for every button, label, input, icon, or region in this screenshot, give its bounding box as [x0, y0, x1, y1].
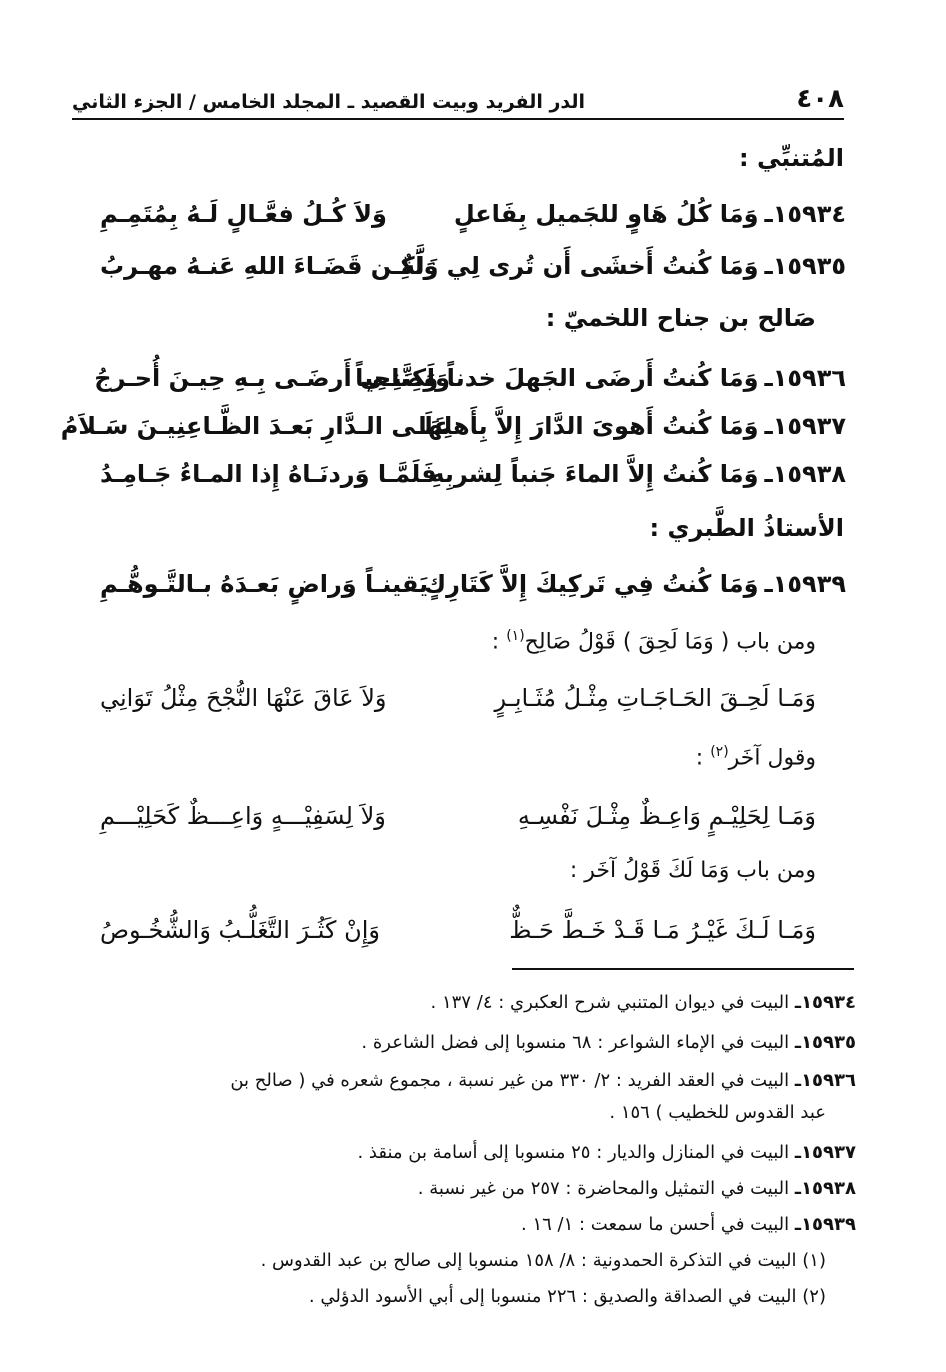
hemistich-text: وَمَا كُلُ هَاوٍ للجَميل بِفَاعلٍ — [453, 200, 759, 228]
footnote-separator — [512, 968, 854, 970]
intro-line-3: ومن باب وَمَا لَكَ قَوْلُ آخَر : — [569, 858, 816, 883]
page-header — [72, 62, 844, 112]
footnote-number: ١٥٩٣٤ـ — [794, 992, 856, 1013]
verse-first-hemistich — [430, 460, 846, 488]
footnote-number: ١٥٩٣٥ـ — [794, 1032, 856, 1053]
verse-15935 — [100, 244, 846, 288]
footnote-text: البيت في ديوان المتنبي شرح العكبري : ٤/ ١٣٧ . — [430, 992, 790, 1013]
verse-first-hemistich: وَمَـا لِحَلِيْـمٍ وَاعِـظٌ مِثْـلَ نَفْسِـهِ — [517, 802, 816, 830]
verse-number: ١٥٩٣٥ـ — [764, 252, 846, 280]
intro-colon: : — [695, 745, 711, 771]
verse-second-hemistich: وَلاَ كُـلُ فعَّـالٍ لَـهُ بِمُتَمِـمِ — [100, 200, 387, 228]
footnote-text: البيت في الصداقة والصديق : ٢٢٦ منسوبا إلى أبي الأسود الدؤلي . — [308, 1286, 797, 1307]
footnote-number: ١٥٩٣٨ـ — [794, 1178, 856, 1199]
verse-15938 — [100, 452, 846, 496]
poet-heading-mutanabbi: المُتنبِّي : — [739, 144, 844, 172]
verse-number: ١٥٩٣٩ـ — [764, 570, 846, 598]
extra-verse-1 — [100, 676, 816, 720]
footnote-number: (١) — [802, 1250, 826, 1271]
footnote-15939 — [84, 1212, 856, 1238]
extra-verse-2 — [100, 794, 816, 838]
intro-colon: : — [491, 629, 507, 655]
footnote-marker: (٢) — [710, 744, 729, 760]
footnote-1 — [84, 1248, 826, 1274]
footnote-text: البيت في التذكرة الحمدونية : ٨/ ١٥٨ منسوبا إلى صالح بن عبد القدوس . — [260, 1250, 797, 1271]
footnote-number: ١٥٩٣٧ـ — [794, 1142, 856, 1163]
verse-second-hemistich: وَلاَ عَاقَ عَنْهَا النُّجْحَ مِثْلُ تَوَانِي — [100, 684, 387, 712]
verse-first-hemistich: وَمَـا لَـكَ غَيْـرُ مَـا قَـدْ خَـطَّ حَـظٌّ — [509, 916, 816, 944]
poet-heading-salih: صَالح بن جناح اللخميّ : — [545, 304, 816, 332]
intro-text: ومن باب ( وَمَا لَحِقَ ) قَوْلُ صَالِح — [524, 629, 816, 655]
verse-second-hemistich: وَلَكِنَّنِـي أَرضَـى بِـهِ حِيـنَ أُحـرجُ — [94, 364, 450, 392]
verse-second-hemistich: عَلَـى الـدَّارِ بَعـدَ الظَّـاعِنِيـنَ سَـلاَمُ — [60, 412, 450, 440]
verse-first-hemistich: وَمَـا لَحِـقَ الحَـاجَـاتِ مِثْـلُ مُثَـابِـرٍ — [494, 684, 816, 712]
footnote-text: البيت في الإماء الشواعر : ٦٨ منسوبا إلى فضل الشاعرة . — [361, 1032, 790, 1053]
page-number: ٤٠٨ — [796, 84, 844, 114]
verse-first-hemistich — [424, 570, 846, 598]
verse-second-hemistich: يَقينـاً وَراضٍ بَعـدَهُ بـالتَّـوهُّـمِ — [100, 570, 429, 598]
footnote-15938 — [84, 1176, 856, 1202]
running-title: الدر الفريد وبيت القصيد ـ المجلد الخامس / الجزء الثاني — [72, 91, 586, 113]
footnote-number: (٢) — [802, 1286, 826, 1307]
verse-first-hemistich — [453, 200, 846, 228]
verse-15939 — [100, 562, 846, 606]
intro-text: وقول آخَر — [728, 745, 816, 771]
footnote-marker: (١) — [506, 628, 525, 644]
footnote-2 — [84, 1284, 826, 1310]
footnote-15934 — [84, 990, 856, 1016]
verse-number: ١٥٩٣٦ـ — [764, 364, 846, 392]
footnote-text: البيت في المنازل والديار : ٢٥ منسوبا إلى أسامة بن منقذ . — [357, 1142, 790, 1163]
hemistich-text: وَمَا كُنتُ أَرضَى الجَهلَ خدناً وَصَاحِباً — [355, 364, 759, 392]
header-rule — [72, 118, 844, 120]
footnote-number: ١٥٩٣٦ـ — [794, 1070, 856, 1091]
footnote-15937 — [84, 1140, 856, 1166]
verse-second-hemistich: وَلَكِـن قَضَـاءَ اللهِ عَنـهُ مهـربُ — [100, 252, 439, 280]
footnote-15935 — [84, 1030, 856, 1056]
verse-first-hemistich — [400, 252, 846, 280]
footnote-15936 — [84, 1068, 856, 1094]
hemistich-text: وَمَا كُنتُ أَخشَى أَن تُرى لِي زَلَّةٌ — [400, 252, 759, 280]
verse-15937 — [60, 404, 846, 448]
extra-verse-3 — [100, 908, 816, 952]
verse-number: ١٥٩٣٨ـ — [764, 460, 846, 488]
intro-line-1 — [492, 628, 816, 654]
verse-second-hemistich: وَلاَ لِسَفِيْـــهٍ وَاعِـــظٌ كَحَلِيْـــمِ — [100, 802, 386, 830]
verse-second-hemistich: وَإِنْ كَثُـرَ التَّغَلُّـبُ وَالشُّخُـوصُ — [100, 916, 380, 944]
verse-number: ١٥٩٣٤ـ — [764, 200, 846, 228]
hemistich-text: وَمَا كُنتُ إِلاَّ الماءَ جَنباً لِشربِهِ — [430, 460, 759, 488]
verse-15936 — [94, 356, 846, 400]
hemistich-text: وَمَا كُنتُ فِي تَركِيكَ إِلاَّ كَتَارِكٍ — [424, 570, 759, 598]
verse-first-hemistich — [355, 364, 846, 392]
verse-15934 — [100, 192, 846, 236]
footnote-text: البيت في التمثيل والمحاضرة : ٢٥٧ من غير نسبة . — [417, 1178, 790, 1199]
verse-second-hemistich: فَلَمَّـا وَردنَـاهُ إِذا المـاءُ جَـامِـدُ — [100, 460, 437, 488]
hemistich-text: وَمَا كُنتُ أَهوىَ الدَّارَ إِلاَّ بِأَهلِهَا — [418, 412, 759, 440]
footnote-text: البيت في العقد الفريد : ٢/ ٣٣٠ من غير نسبة ، مجموع شعره في ( صالح بن — [230, 1070, 790, 1091]
verse-first-hemistich — [418, 412, 846, 440]
poet-heading-tabari: الأستاذُ الطَّبري : — [649, 514, 844, 542]
verse-number: ١٥٩٣٧ـ — [764, 412, 846, 440]
intro-line-2 — [696, 744, 816, 770]
footnote-text: البيت في أحسن ما سمعت : ١/ ١٦ . — [521, 1214, 790, 1235]
footnote-number: ١٥٩٣٩ـ — [794, 1214, 856, 1235]
footnote-15936-continuation: عبد القدوس للخطيب ) ١٥٦ . — [609, 1102, 826, 1123]
